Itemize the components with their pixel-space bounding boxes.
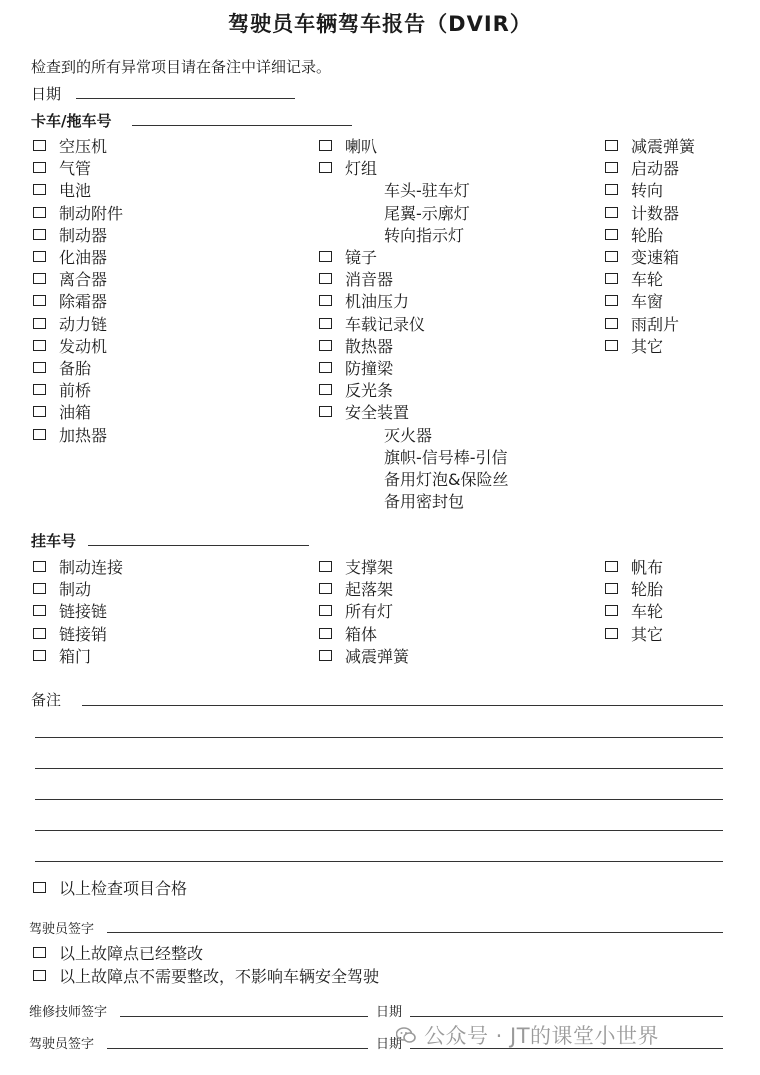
checklist-item[interactable] (33, 602, 107, 622)
passed-checkbox-item[interactable] (33, 879, 187, 899)
checklist-item-label: 备用密封包 (384, 492, 465, 512)
checkbox-label: 以上故障点已经整改 (59, 944, 204, 963)
checklist-item-label: 化油器 (59, 248, 108, 267)
checklist-item-label: 制动器 (59, 225, 108, 245)
checklist-item-label: 空压机 (59, 137, 108, 156)
checklist-item-label: 离合器 (59, 270, 108, 290)
checklist-item-label: 计数器 (631, 203, 680, 223)
checklist-subitem (384, 492, 464, 512)
checkbox[interactable] (319, 162, 332, 173)
checklist-subitem (384, 426, 432, 446)
checklist-item[interactable] (319, 625, 377, 645)
checklist-item-label: 箱体 (345, 624, 378, 644)
checklist-item[interactable] (319, 292, 409, 312)
checklist-item[interactable] (33, 426, 107, 446)
checklist-item[interactable] (33, 647, 91, 667)
checklist-item-label: 消音器 (345, 270, 394, 290)
checkbox[interactable] (33, 229, 46, 240)
checkbox[interactable] (33, 605, 46, 616)
checklist-item[interactable] (319, 248, 377, 268)
checklist-item[interactable] (319, 580, 393, 600)
checklist-item-label: 发动机 (59, 336, 108, 356)
checklist-item[interactable] (33, 403, 91, 423)
checkbox[interactable] (33, 318, 46, 329)
checklist-item-label: 其它 (631, 336, 664, 356)
checkbox[interactable] (319, 583, 332, 594)
remarks-label: 备注 (31, 691, 62, 709)
checklist-item-label: 气管 (59, 159, 92, 179)
driver-signature-label: 驾驶员签字 (29, 922, 95, 937)
checkbox[interactable] (605, 184, 618, 195)
checklist-item[interactable] (33, 137, 107, 157)
checklist-item[interactable] (319, 315, 425, 335)
remarks-line[interactable] (35, 799, 723, 800)
no-fix-checkbox-item[interactable] (33, 967, 379, 987)
checkbox[interactable] (605, 140, 618, 151)
checkbox[interactable] (319, 340, 332, 351)
checkbox[interactable] (33, 295, 46, 306)
checklist-item-label: 防撞梁 (345, 359, 394, 378)
checkbox[interactable] (605, 273, 618, 284)
checkbox[interactable] (319, 650, 332, 661)
mechanic-date-label: 日期 (376, 1005, 403, 1020)
checklist-item[interactable] (33, 580, 91, 600)
checklist-item-label: 喇叭 (345, 137, 378, 156)
checklist-item[interactable] (605, 292, 663, 312)
checklist-item-label: 轮胎 (631, 580, 664, 600)
checklist-item[interactable] (33, 292, 107, 312)
checkbox[interactable] (319, 295, 332, 306)
checklist-item[interactable] (33, 625, 107, 645)
checklist-subitem (384, 204, 470, 224)
checklist-item-label: 箱门 (59, 646, 92, 666)
checklist-item[interactable] (319, 359, 393, 379)
checklist-item[interactable] (319, 381, 393, 401)
remarks-line[interactable] (35, 830, 723, 831)
checkbox[interactable] (33, 583, 46, 594)
checkbox[interactable] (33, 406, 46, 417)
checklist-item-label: 所有灯 (345, 602, 394, 622)
checklist-item-label: 灭火器 (384, 425, 433, 445)
mechanic-signature-field[interactable] (120, 1016, 368, 1017)
checkbox[interactable] (605, 162, 618, 173)
watermark (396, 1020, 659, 1050)
wechat-logo-icon (396, 1027, 416, 1044)
checkbox[interactable] (605, 207, 618, 218)
checklist-item[interactable] (33, 248, 107, 268)
checkbox[interactable] (605, 628, 618, 639)
checklist-item-label: 备胎 (59, 359, 92, 378)
mechanic-date-field[interactable] (410, 1016, 723, 1017)
watermark-text: 公众号 · JT的课堂小世界 (424, 1024, 660, 1048)
checklist-subitem (384, 226, 464, 246)
checklist-item[interactable] (605, 181, 663, 201)
driver-date-label: 日期 (376, 1037, 403, 1052)
checklist-item-label: 车载记录仪 (345, 314, 426, 334)
driver-signature-field[interactable] (107, 932, 723, 933)
checklist-item-label: 其它 (631, 624, 664, 644)
checklist-item[interactable] (605, 558, 663, 578)
checklist-item[interactable] (319, 558, 393, 578)
checkbox-label: 以上故障点不需要整改，不影响车辆安全驾驶 (59, 967, 380, 986)
checklist-item[interactable] (605, 248, 679, 268)
date-field[interactable] (76, 98, 295, 99)
checkbox[interactable] (33, 947, 46, 958)
checklist-item[interactable] (33, 381, 91, 401)
checklist-item[interactable] (33, 159, 91, 179)
checklist-item[interactable] (319, 647, 409, 667)
checkbox[interactable] (33, 628, 46, 639)
checklist-item-label: 备用灯泡&保险丝 (384, 470, 509, 489)
checklist-item-label: 机油压力 (345, 292, 410, 312)
checklist-item[interactable] (319, 403, 409, 423)
checkbox[interactable] (33, 162, 46, 173)
checklist-item-label: 链接销 (59, 624, 108, 644)
checklist-item-label: 安全装置 (345, 403, 410, 423)
date-label: 日期 (31, 85, 62, 103)
checklist-item[interactable] (33, 181, 91, 201)
checklist-item-label: 前桥 (59, 381, 92, 401)
checkbox[interactable] (605, 583, 618, 594)
checkbox[interactable] (605, 561, 618, 572)
checklist-item[interactable] (605, 159, 679, 179)
checklist-item[interactable] (319, 159, 377, 179)
checklist-subitem (384, 181, 470, 201)
checklist-item[interactable] (319, 137, 377, 157)
checkbox-label: 以上检查项目合格 (59, 879, 188, 898)
checkbox[interactable] (33, 650, 46, 661)
driver-signature-2-field[interactable] (107, 1048, 368, 1049)
checkbox[interactable] (33, 184, 46, 195)
checkbox[interactable] (319, 362, 332, 373)
checklist-item[interactable] (33, 315, 107, 335)
checklist-item[interactable] (605, 625, 663, 645)
checklist-item[interactable] (605, 315, 679, 335)
checklist-item-label: 转向 (631, 181, 664, 201)
checkbox[interactable] (33, 340, 46, 351)
checklist-item[interactable] (605, 337, 663, 357)
checkbox[interactable] (33, 429, 46, 440)
checkbox[interactable] (319, 251, 332, 262)
fixed-checkbox-item[interactable] (33, 944, 203, 964)
checklist-item[interactable] (605, 270, 663, 290)
checklist-item-label: 减震弹簧 (631, 137, 696, 156)
checklist-item-label: 帆布 (631, 558, 664, 577)
instruction-text: 检查到的所有异常项目请在备注中详细记录。 (31, 58, 332, 76)
checklist-item-label: 起落架 (345, 580, 394, 600)
checkbox[interactable] (33, 362, 46, 373)
checklist-item-label: 轮胎 (631, 225, 664, 245)
checklist-item[interactable] (605, 204, 679, 224)
checklist-item-label: 雨刮片 (631, 314, 680, 334)
checklist-item[interactable] (605, 602, 663, 622)
checklist-item[interactable] (319, 270, 393, 290)
remarks-line[interactable] (82, 705, 723, 706)
checklist-item[interactable] (33, 226, 107, 246)
checklist-subitem (384, 448, 508, 468)
checklist-item-label: 加热器 (59, 425, 108, 445)
checklist-item[interactable] (605, 137, 695, 157)
checklist-item-label: 反光条 (345, 381, 394, 401)
checklist-item-label: 制动 (59, 580, 92, 600)
checklist-item[interactable] (319, 602, 393, 622)
checklist-item[interactable] (319, 337, 393, 357)
trailer-number-field[interactable] (88, 545, 309, 546)
checkbox[interactable] (319, 318, 332, 329)
checkbox[interactable] (33, 970, 46, 981)
checkbox[interactable] (319, 140, 332, 151)
checkbox[interactable] (33, 140, 46, 151)
checklist-item[interactable] (33, 204, 123, 224)
checklist-item-label: 油箱 (59, 403, 92, 423)
checklist-item-label: 电池 (59, 181, 92, 201)
checklist-item-label: 制动附件 (59, 203, 124, 223)
checklist-item-label: 制动连接 (59, 558, 124, 577)
driver-signature-2-label: 驾驶员签字 (29, 1037, 95, 1052)
checklist-item-label: 镜子 (345, 248, 378, 267)
trailer-number-label: 挂车号 (31, 532, 77, 550)
checkbox[interactable] (319, 605, 332, 616)
checklist-item-label: 除霜器 (59, 292, 108, 312)
checklist-item[interactable] (33, 359, 91, 379)
checkbox[interactable] (33, 882, 46, 893)
checklist-item-label: 动力链 (59, 314, 108, 334)
checkbox[interactable] (33, 273, 46, 284)
checklist-item-label: 尾翼-示廓灯 (384, 203, 470, 223)
checklist-item[interactable] (33, 337, 107, 357)
checklist-item-label: 支撑架 (345, 558, 394, 577)
checkbox[interactable] (33, 251, 46, 262)
mechanic-signature-label: 维修技师签字 (29, 1005, 108, 1020)
checkbox[interactable] (319, 406, 332, 417)
checkbox[interactable] (605, 605, 618, 616)
checklist-item[interactable] (605, 226, 663, 246)
page-title: 驾驶员车辆驾车报告（DVIR） (228, 12, 532, 36)
checklist-item[interactable] (33, 558, 123, 578)
checklist-item-label: 启动器 (631, 159, 680, 179)
checkbox[interactable] (605, 340, 618, 351)
checklist-item-label: 车头-驻车灯 (384, 181, 470, 201)
checkbox[interactable] (33, 561, 46, 572)
truck-number-field[interactable] (132, 125, 352, 126)
checklist-item-label: 车轮 (631, 270, 664, 290)
checkbox[interactable] (605, 295, 618, 306)
checkbox[interactable] (605, 229, 618, 240)
checklist-item-label: 车轮 (631, 602, 664, 622)
checklist-item-label: 车窗 (631, 292, 664, 312)
checkbox[interactable] (33, 207, 46, 218)
checkbox[interactable] (319, 273, 332, 284)
checklist-item[interactable] (605, 580, 663, 600)
checklist-item-label: 散热器 (345, 336, 394, 356)
checkbox[interactable] (319, 384, 332, 395)
remarks-line[interactable] (35, 861, 723, 862)
checklist-item-label: 转向指示灯 (384, 225, 465, 245)
checkbox[interactable] (319, 628, 332, 639)
checkbox[interactable] (319, 561, 332, 572)
checklist-item[interactable] (33, 270, 107, 290)
checklist-item-label: 旗帜-信号棒-引信 (384, 447, 508, 467)
truck-number-label: 卡车/拖车号 (31, 112, 112, 130)
checklist-item-label: 灯组 (345, 159, 378, 179)
checklist-item-label: 变速箱 (631, 248, 680, 267)
checkbox[interactable] (605, 318, 618, 329)
remarks-line[interactable] (35, 768, 723, 769)
checklist-item-label: 减震弹簧 (345, 646, 410, 666)
remarks-line[interactable] (35, 737, 723, 738)
checkbox[interactable] (33, 384, 46, 395)
checklist-item-label: 链接链 (59, 602, 108, 622)
checklist-subitem (384, 470, 508, 490)
checkbox[interactable] (605, 251, 618, 262)
